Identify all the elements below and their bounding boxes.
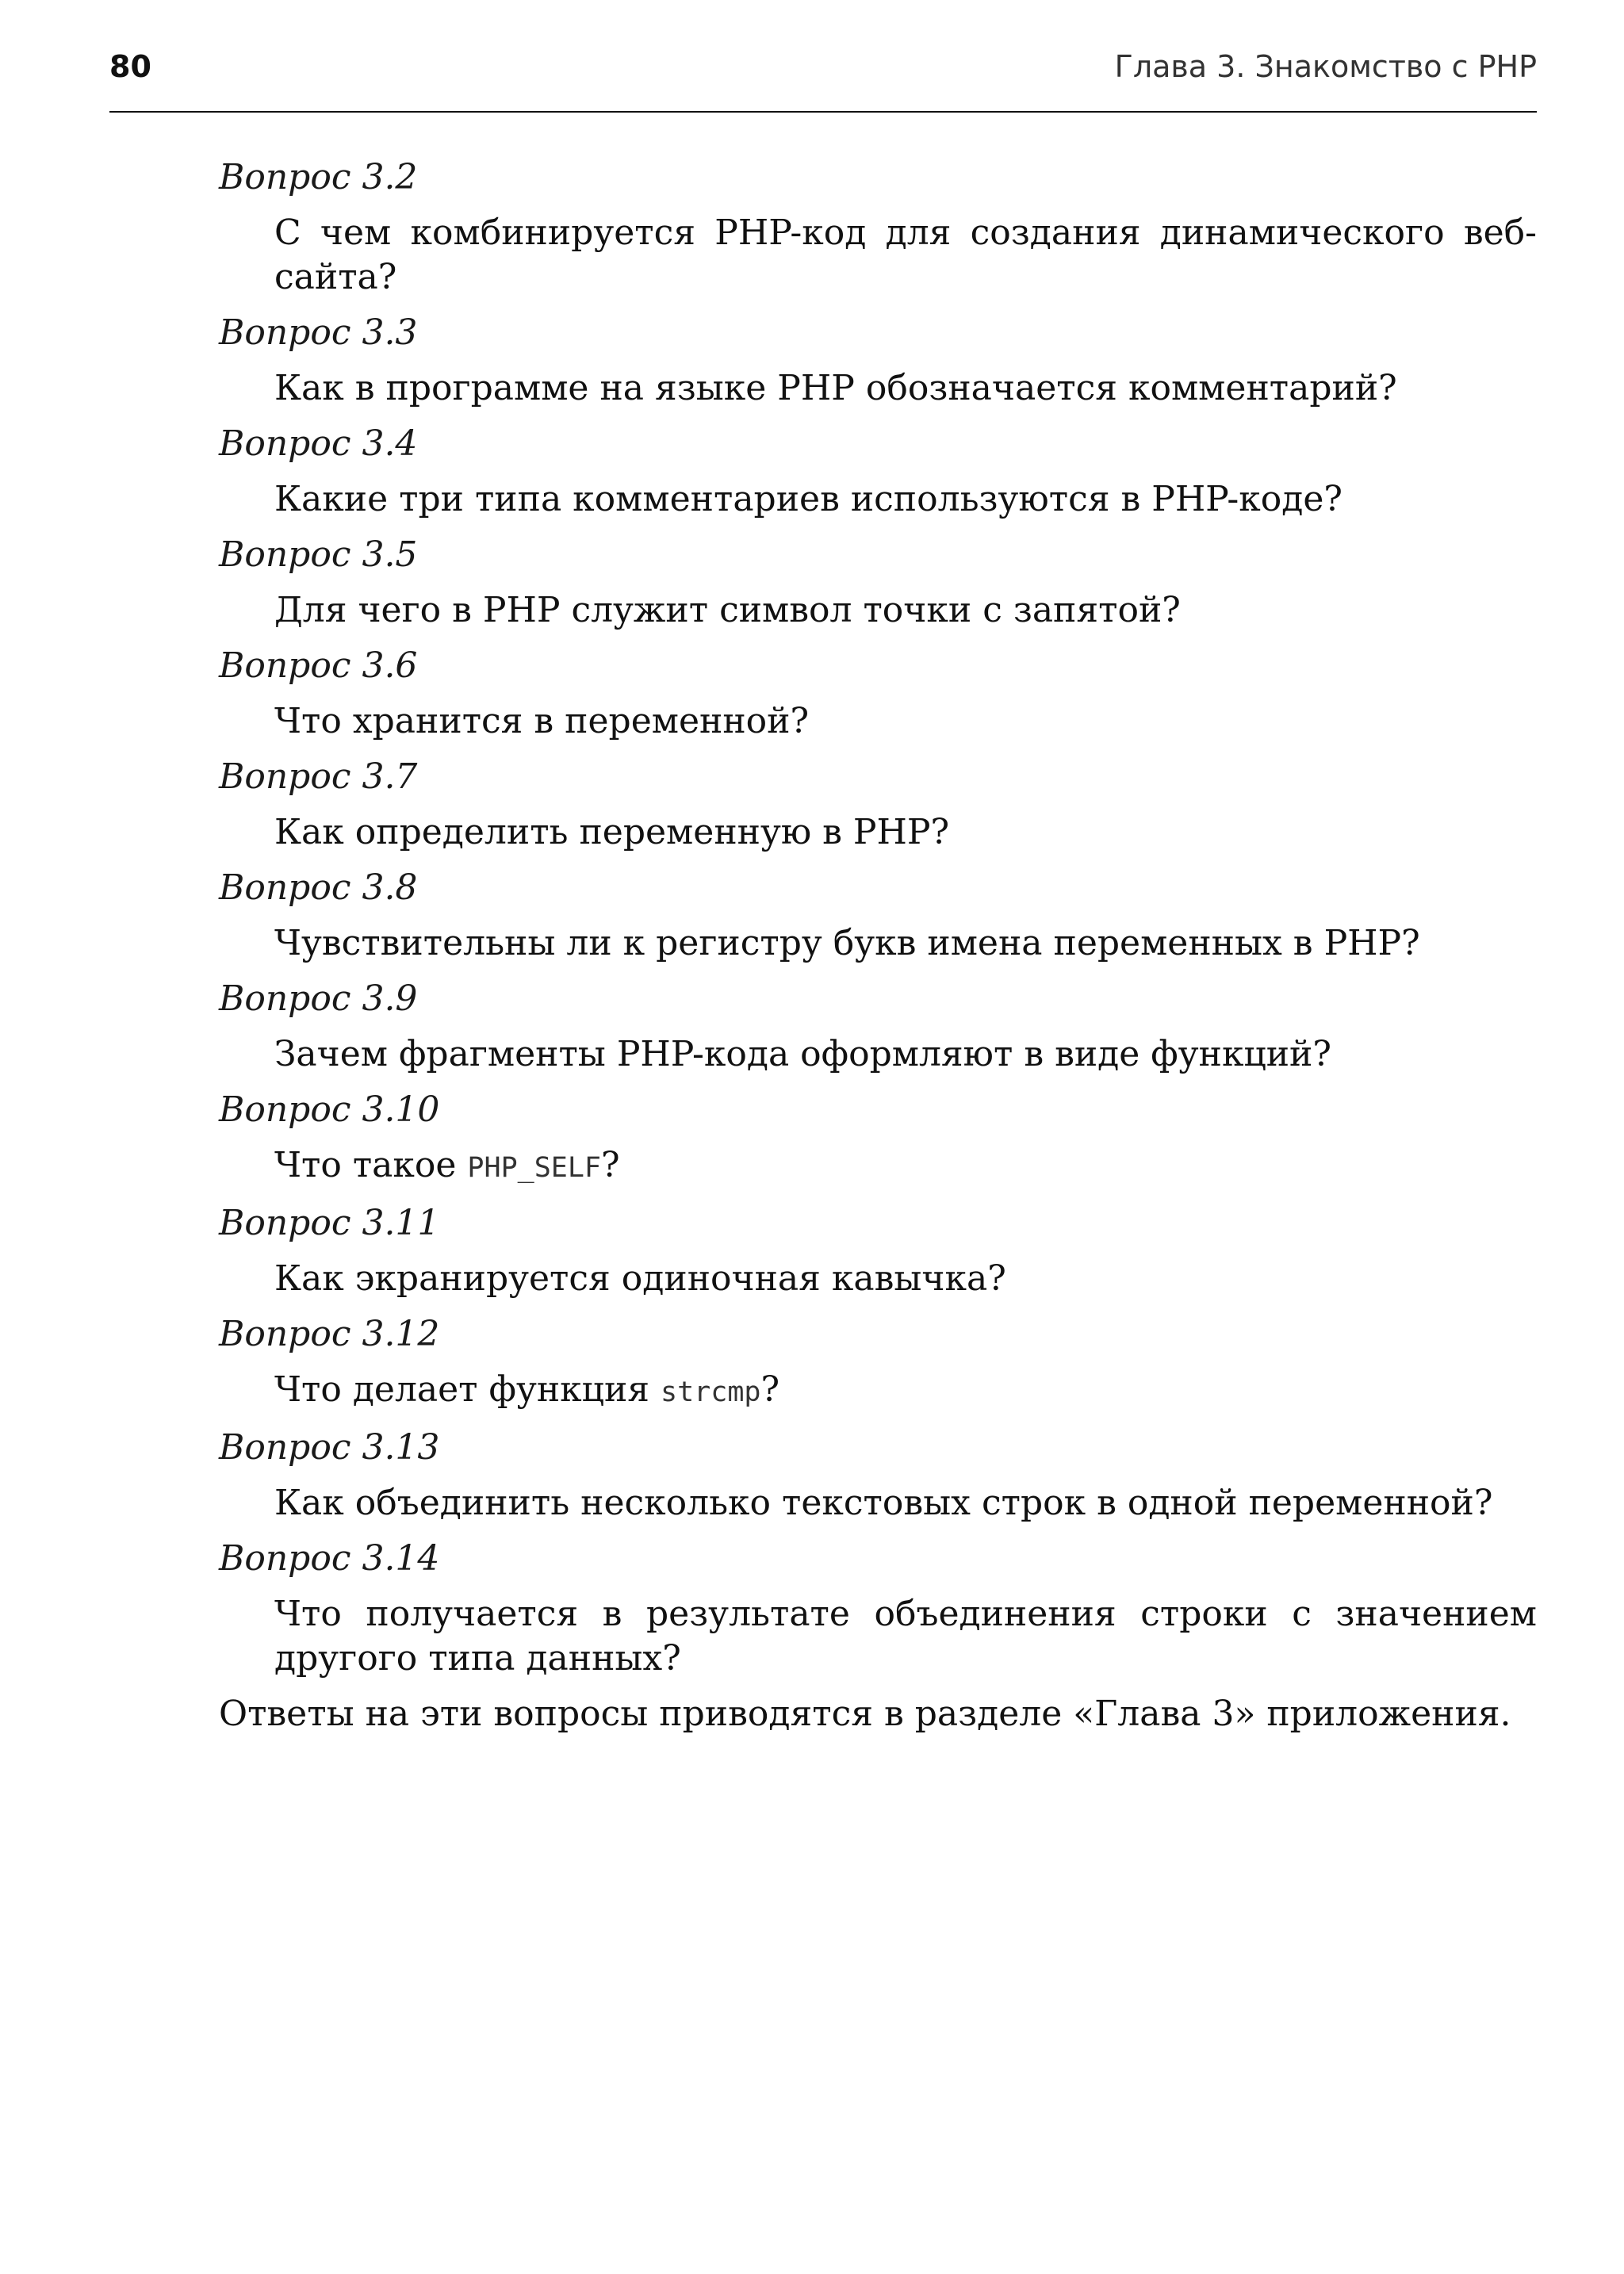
question-text-before: Что делает функция xyxy=(274,1369,661,1410)
question-3-4 xyxy=(219,422,1537,522)
question-text: Что получается в результате объединения строки с значением другого типа данных? xyxy=(274,1594,1537,1679)
question-3-6 xyxy=(219,644,1537,744)
question-label: Вопрос 3.3 xyxy=(219,312,418,353)
question-text-after: ? xyxy=(760,1369,780,1410)
question-text: Что хранится в переменной? xyxy=(274,701,810,741)
question-text-before: Что такое xyxy=(274,1145,468,1185)
inline-code: strcmp xyxy=(661,1376,761,1408)
question-3-10 xyxy=(219,1088,1537,1190)
question-label: Вопрос 3.4 xyxy=(219,423,418,464)
inline-code: PHP_SELF xyxy=(467,1152,601,1184)
question-text: С чем комбинируется PHP-код для создания динамического веб-сайта? xyxy=(274,212,1537,297)
question-3-7 xyxy=(219,755,1537,855)
question-label: Вопрос 3.14 xyxy=(219,1538,440,1579)
question-text: Как экранируется одиночная кавычка? xyxy=(274,1258,1006,1299)
question-3-14 xyxy=(219,1537,1537,1681)
page-header xyxy=(109,44,1537,113)
question-3-5 xyxy=(219,533,1537,633)
questions-section xyxy=(219,155,1537,1736)
question-text: Чувствительны ли к регистру букв имена переменных в PHP? xyxy=(274,923,1420,963)
question-label: Вопрос 3.5 xyxy=(219,534,418,575)
answers-note: Ответы на эти вопросы приводятся в разделе «Глава 3» приложения. xyxy=(219,1694,1511,1734)
question-3-3 xyxy=(219,311,1537,411)
question-label: Вопрос 3.13 xyxy=(219,1427,440,1468)
question-3-12 xyxy=(219,1312,1537,1415)
question-label: Вопрос 3.2 xyxy=(219,157,418,197)
question-text: Зачем фрагменты PHP-кода оформляют в виде функций? xyxy=(274,1034,1331,1074)
question-3-11 xyxy=(219,1201,1537,1301)
question-3-2 xyxy=(219,155,1537,300)
question-3-9 xyxy=(219,977,1537,1077)
question-label: Вопрос 3.12 xyxy=(219,1314,440,1354)
running-head: Глава 3. Знакомство с PHP xyxy=(1114,49,1537,84)
question-text: Как в программе на языке PHP обозначается комментарий? xyxy=(274,368,1397,408)
question-label: Вопрос 3.11 xyxy=(219,1203,440,1243)
question-label: Вопрос 3.9 xyxy=(219,978,418,1019)
question-text xyxy=(274,1143,1537,1190)
question-3-8 xyxy=(219,866,1537,966)
question-label: Вопрос 3.6 xyxy=(219,645,418,686)
question-text: Какие три типа комментариев используются в PHP-коде? xyxy=(274,479,1342,519)
question-text xyxy=(274,1368,1537,1415)
question-text: Для чего в PHP служит символ точки с запятой? xyxy=(274,590,1181,630)
question-text: Как объединить несколько текстовых строк в одной переменной? xyxy=(274,1483,1493,1523)
question-label: Вопрос 3.10 xyxy=(219,1089,440,1130)
question-text: Как определить переменную в PHP? xyxy=(274,812,950,852)
page-number: 80 xyxy=(109,49,151,84)
question-3-13 xyxy=(219,1426,1537,1526)
question-text-after: ? xyxy=(601,1145,620,1185)
question-label: Вопрос 3.7 xyxy=(219,756,418,797)
question-label: Вопрос 3.8 xyxy=(219,867,418,908)
